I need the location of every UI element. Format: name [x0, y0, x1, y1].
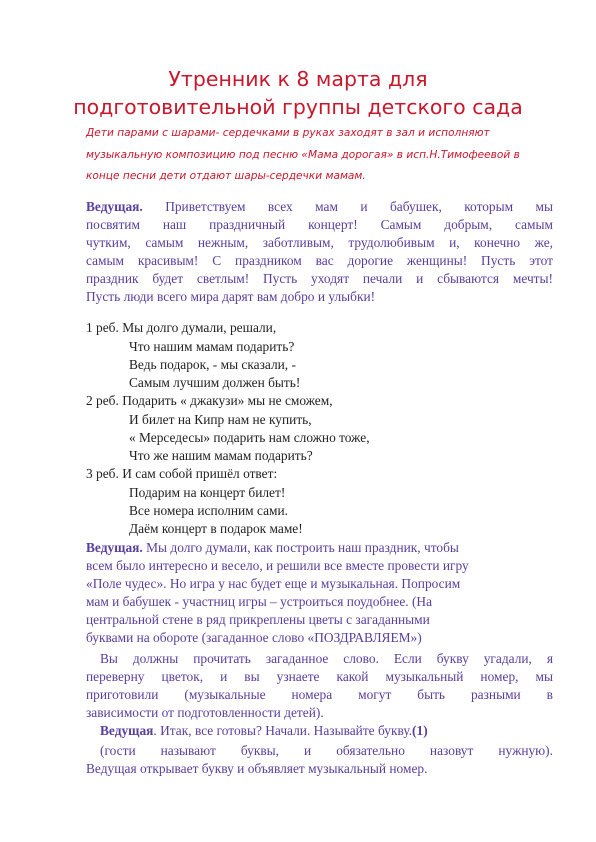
intro-line-3: конце песни дети отдают шары-сердечки мамам.: [86, 170, 366, 182]
host-speech-1-line-2: посвятим наш праздничный концерт! Самым добрым, самым: [86, 217, 553, 232]
child-2-verse-line-1: 2 реб. Подарить « джакузи» мы не сможем,: [86, 393, 333, 408]
host-speech-1-line-5: праздник будет светлым! Пусть уходят печали и сбываются мечты!: [86, 271, 553, 286]
host-speech-2-line-5: центральной стене в ряд прикреплены цветы с загаданными: [86, 612, 430, 627]
paragraph-3-line-3: приготовили (музыкальные номера могут быть разными в: [86, 687, 553, 702]
host-speech-2-line-6: буквами на обороте (загаданное слово «ПОЗДРАВЛЯЕМ»): [86, 630, 422, 645]
paragraph-3-line-2: переверну цветок, и вы узнаете какой музыкальный номер, мы: [86, 669, 553, 684]
child-label: 3 реб.: [86, 466, 119, 481]
child-1-verse-line-3: Ведь подарок, - мы сказали, -: [129, 357, 296, 372]
child-1-verse-line-1: 1 реб. Мы долго думали, решали,: [86, 320, 277, 335]
speech-text: Приветствуем всех мам и бабушек, которым мы: [165, 199, 553, 214]
paragraph-3-line-1: Вы должны прочитать загаданное слово. Если букву угадали, я: [100, 651, 553, 666]
child-label: 2 реб.: [86, 393, 119, 408]
paragraph-4-line-2: Ведущая открывает букву и объявляет музыкальный номер.: [86, 761, 428, 776]
host-speech-2-line-2: всем было интересно и весело, и решили все вместе провести игру: [86, 558, 469, 573]
host-speech-1-line-4: самым красивым! С праздником вас дорогие женщины! Пусть этот: [86, 253, 553, 268]
host-speech-2-line-4: мам и бабушек - участниц игры – устроиться поудобнее. (На: [86, 594, 433, 609]
intro-line-1: Дети парами с шарами- сердечками в руках заходят в зал и исполняют: [86, 127, 490, 139]
speaker-label: Ведущая.: [86, 199, 143, 214]
paragraph-3-line-4: зависимости от подготовленности детей).: [86, 705, 324, 720]
intro-line-2: музыкальную композицию под песню «Мама дорогая» в исп.Н.Тимофеевой в: [86, 149, 520, 161]
child-1-verse-line-2: Что нашим мамам подарить?: [129, 339, 295, 354]
page-title-line-1: Утренник к 8 марта для: [168, 67, 428, 91]
paragraph-4-line-1: (гости называют буквы, и обязательно назовут нужную).: [100, 743, 553, 758]
child-1-verse-line-4: Самым лучшим должен быть!: [129, 375, 301, 390]
host-speech-2-line-3: «Поле чудес». Но игра у нас будет еще и музыкальная. Попросим: [86, 576, 461, 591]
child-3-verse-line-4: Даём концерт в подарок маме!: [129, 521, 303, 536]
child-label: 1 реб.: [86, 320, 119, 335]
child-2-verse-line-4: Что же нашим мамам подарить?: [129, 448, 313, 463]
speaker-label: Ведущая: [100, 723, 154, 738]
child-2-verse-line-2: И билет на Кипр нам не купить,: [129, 412, 312, 427]
host-speech-1-line-1: [86, 199, 553, 215]
speaker-label: Ведущая.: [86, 540, 143, 555]
host-speech-3: Ведущая. Итак, все готовы? Начали. Называйте букву.(1): [100, 723, 428, 738]
child-3-verse-line-2: Подарим на концерт билет!: [129, 485, 286, 500]
child-3-verse-line-3: Все номера исполним сами.: [129, 503, 289, 518]
host-speech-1-line-6: Пусть люди всего мира дарят вам добро и улыбки!: [86, 289, 376, 304]
host-speech-1-line-3: чутким, самым нежным, заботливым, трудолюбивым и, конечно же,: [86, 235, 553, 250]
number-marker: (1): [412, 723, 428, 738]
child-3-verse-line-1: 3 реб. И сам собой пришёл ответ:: [86, 466, 278, 481]
child-2-verse-line-3: « Мерседесы» подарить нам сложно тоже,: [129, 430, 370, 445]
page-title-line-2: подготовительной группы детского сада: [73, 95, 523, 119]
host-speech-2-line-1: Ведущая. Мы долго думали, как построить наш праздник, чтобы: [86, 540, 459, 555]
